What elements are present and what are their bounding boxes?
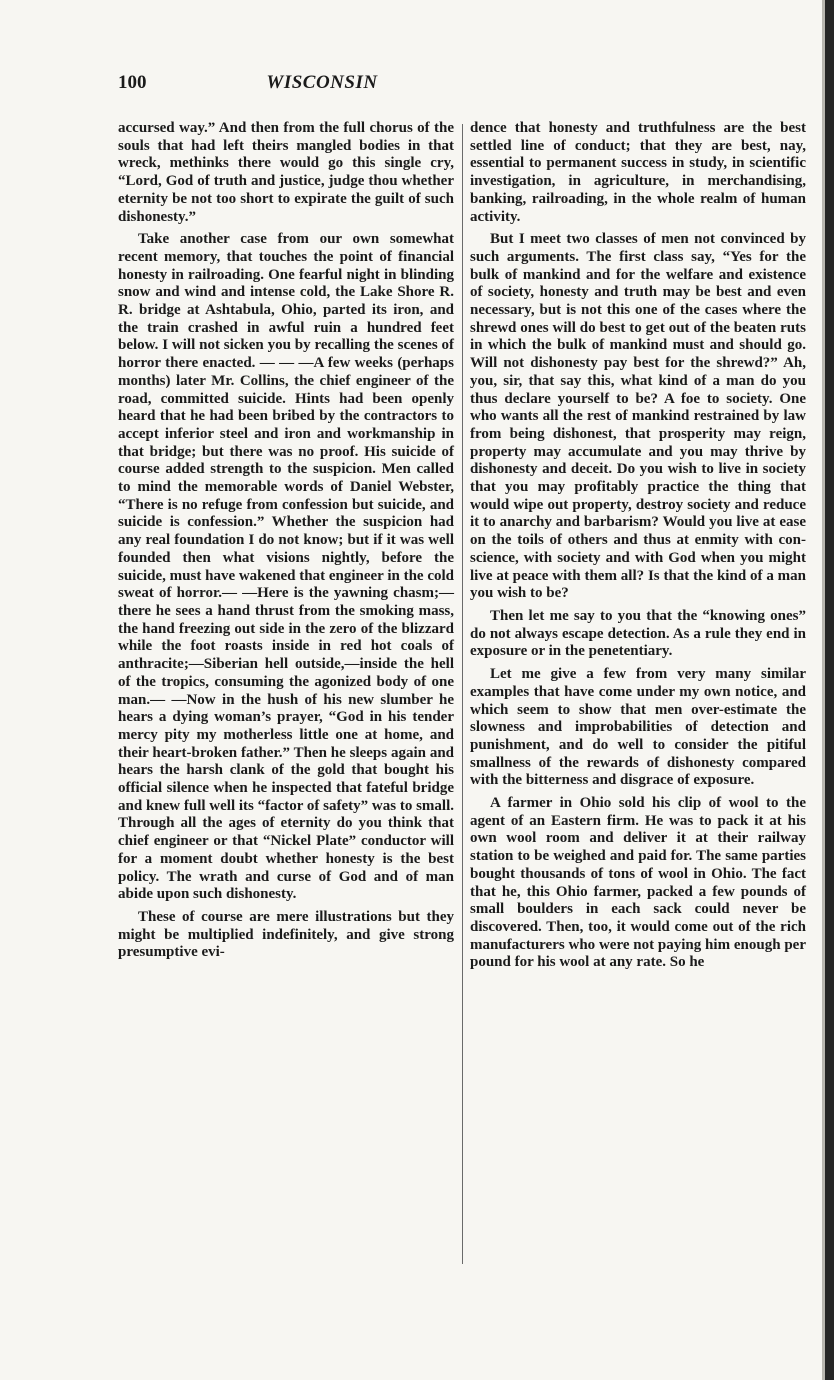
- left-column: [118, 120, 454, 967]
- paragraph: But I meet two classes of men not convinced by such arguments. The first class say, “Yes for the bulk of mankind and for the welfare and existence of society, honesty and truth may be best and even necessary, but is not this one of the cases where the shrewd ones will do best to get out of the beaten ruts in which the bulk of mankind must and should go. Will not dishonesty pay best for the shrewd?” Ah, you, sir, that say this, what kind of a man do you thus declare yourself to be? A foe to society. One who wants all the rest of mankind restrained by law from being dishonest, that prosperity may reign, property may accumulate and you may thrive by dishonesty and deceit. Do you wish to live in society that you may profitably practice the thing that would wipe out property, destroy society and reduce it to anarchy and barbarism? Would you live at ease on the toils of others and thus at enmity with conscience, with society and with God when you might live at peace with them all? Is that the kind of a man you wish to be?: [470, 231, 806, 602]
- column-divider: [462, 124, 463, 1264]
- paragraph: dence that honesty and truthfulness are the best settled line of conduct; that they are best, nay, essential to permanent success in study, in scientific investigation, in agriculture, in merchandising, banking, railroading, in the whole realm of human activity.: [470, 120, 806, 225]
- page-edge: [825, 0, 834, 1380]
- page-header: [118, 72, 526, 98]
- page-number: 100: [118, 72, 147, 93]
- paragraph: Take another case from our own somewhat recent memory, that touches the point of financial honesty in railroading. One fearful night in blinding snow and wind and intense cold, the Lake Shore R. R. bridge at Ashtabula, Ohio, parted its iron, and the train crashed in awful ruin a hundred feet below. I will not sicken you by recalling the scenes of horror there enacted. — — —A few weeks (perhaps months) later Mr. Collins, the chief engineer of the road, committed suicide. Hints had been openly heard that he had been bribed by the contractors to accept inferior steel and iron and workmanship in that bridge; but there was no proof. His suicide of course added strength to the suspicion. Men called to mind the memorable words of Daniel Webster, “There is no refuge from confession but suicide, and suicide is confession.” Whether the suspicion had any real foundation I do not know; but if it was well founded then what visions nightly, before the suicide, must have wakened that engineer in the cold sweat of horror.— —Here is the yawning chasm;— there he sees a hand thrust from the smoking mass, the hand freezing out side in the zero of the blizzard while the foot roasts inside in red hot coals of anthracite;—Siberian hell outside,—inside the hell of the tropics, consuming the agonized body of one man.— —Now in the hush of his new slumber he hears a dying woman’s prayer, “God in his tender mercy pity my motherless little one at home, and their heart-broken father.” Then he sleeps again and hears the harsh clank of the gold that bought his official silence when he inspected that fateful bridge and knew full well its “factor of safety” was to small. Through all the ages of eternity do you think that chief engineer or that “Nickel Plate” conductor will for a moment doubt whether honesty is the best policy. The wrath and curse of God and of man abide upon such dishonesty.: [118, 231, 454, 903]
- right-column: [470, 120, 806, 977]
- paragraph: accursed way.” And then from the full chorus of the souls that had left theirs mangled bodies in that wreck, methinks there would go this single cry, “Lord, God of truth and justice, judge thou whether eternity be not too short to expirate the guilt of such dishonesty.”: [118, 120, 454, 225]
- paragraph: A farmer in Ohio sold his clip of wool to the agent of an Eastern firm. He was to pack it at his own wool room and deliver it at their railway station to be weighed and paid for. The same parties bought thousands of tons of wool in Ohio. The fact that he, this Ohio farmer, packed a few pounds of small boulders in each sack could never be discovered. Then, too, it would come out of the rich manufacturers who were not paying him enough per pound for his wool at any rate. So he: [470, 795, 806, 971]
- paragraph: Let me give a few from very many similar examples that have come under my own notice, and which seem to show that men over-estimate the slowness and improbabilities of detection and punishment, and do well to consider the pitiful smallness of the rewards of dishonesty compared with the bitterness and disgrace of exposure.: [470, 666, 806, 789]
- paragraph: These of course are mere illustrations but they might be multiplied indefinitely, and give strong presumptive evi-: [118, 908, 454, 961]
- running-title: WISCONSIN: [266, 72, 378, 93]
- paragraph: Then let me say to you that the “knowing ones” do not always escape detection. As a rule they end in exposure or in the penetentiary.: [470, 607, 806, 660]
